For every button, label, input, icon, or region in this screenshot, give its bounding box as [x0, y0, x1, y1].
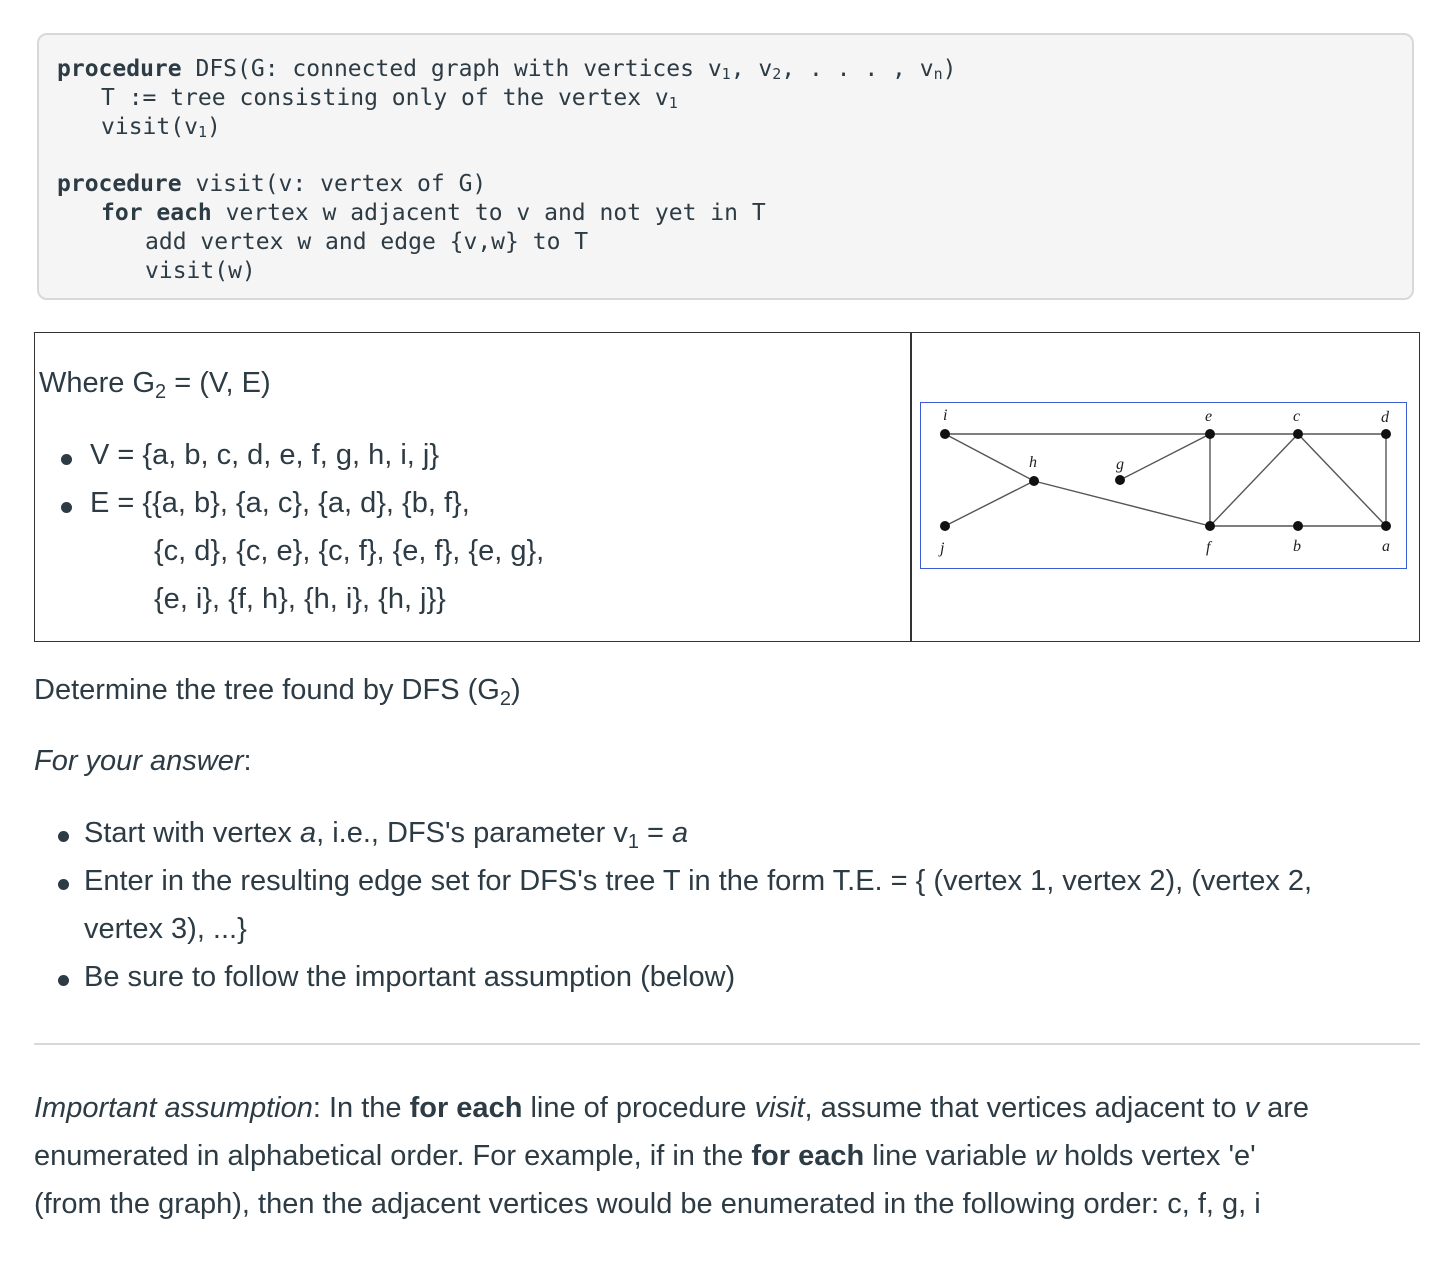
vertex-h	[1029, 476, 1039, 486]
graph-figure	[920, 402, 1407, 569]
for-each-line	[101, 199, 766, 227]
edge-set-line-3: {e, i}, {f, h}, {h, i}, {h, j}}	[154, 583, 446, 615]
bullet1-val: a	[672, 817, 689, 849]
vertex-g	[1115, 475, 1125, 485]
subscript: 1	[721, 65, 731, 83]
label-g: g	[1116, 456, 1124, 473]
colon: :	[243, 745, 252, 777]
horizontal-rule	[34, 1043, 1420, 1045]
label-h: h	[1029, 454, 1037, 471]
keyword: procedure	[57, 56, 182, 82]
assumption-label: Important assumption	[34, 1092, 313, 1124]
subscript: n	[933, 65, 943, 83]
assumption-italic: w	[1035, 1140, 1057, 1172]
visit-signature-line	[57, 170, 486, 198]
bullet	[61, 454, 72, 465]
assumption-text: enumerated in alphabetical order. For example, if in the	[34, 1140, 752, 1172]
edge-j-h	[945, 481, 1034, 526]
bullet1-prefix: Start with vertex	[84, 817, 300, 849]
visit-call-close: )	[206, 114, 221, 140]
instruction-assumption: Be sure to follow the important assumption (below)	[84, 961, 736, 993]
vertex-set: V = {a, b, c, d, e, f, g, h, i, j}	[90, 439, 440, 471]
assumption-text: line variable	[864, 1140, 1036, 1172]
vertex-e	[1205, 429, 1215, 439]
vertex-d	[1381, 429, 1391, 439]
instruction-edge-set-line-2: vertex 3), ...}	[84, 913, 247, 945]
visit-w-line: visit(w)	[145, 258, 256, 284]
assumption-line-3: (from the graph), then the adjacent vertices would be enumerated in the following order: c, f, g, i	[34, 1188, 1261, 1220]
subscript: 1	[197, 123, 207, 141]
bullet	[58, 975, 69, 986]
visit-signature: visit(v: vertex of G)	[181, 171, 487, 197]
subscript: 1	[668, 94, 678, 112]
bullet1-var: a	[299, 817, 317, 849]
assumption-italic: visit	[754, 1092, 805, 1124]
for-your-answer-label: For your answer	[34, 745, 244, 777]
assumption-line-2	[34, 1140, 1256, 1173]
edge-c-a	[1298, 434, 1386, 526]
assumption-line-1	[34, 1092, 1309, 1125]
vertex-j	[940, 521, 950, 531]
label-d: d	[1381, 409, 1389, 426]
keyword: for each	[101, 200, 212, 226]
for-your-answer	[34, 745, 252, 778]
dfs-signature: DFS(G: connected graph with vertices v	[181, 56, 722, 82]
bullet	[58, 879, 69, 890]
assumption-bold: for each	[751, 1140, 865, 1172]
vertex-c	[1293, 429, 1303, 439]
assumption-text: , assume that vertices adjacent to	[804, 1092, 1245, 1124]
subscript: 1	[627, 831, 639, 853]
edge-i-h	[945, 434, 1034, 481]
add-edge-line: add vertex w and edge {v,w} to T	[145, 229, 589, 255]
vertex-b	[1293, 521, 1303, 531]
bullet	[61, 502, 72, 513]
vertex-a	[1381, 521, 1391, 531]
graph-svg	[921, 403, 1408, 570]
edge-f-c	[1210, 434, 1298, 526]
edge-set-line-1: E = {{a, b}, {a, c}, {a, d}, {b, f},	[90, 487, 470, 519]
label-i: i	[943, 407, 948, 424]
tree-assign: T := tree consisting only of the vertex v	[101, 85, 669, 111]
dfs-signature-mid: , v	[730, 56, 773, 82]
bullet1-mid: , i.e., DFS's parameter v	[316, 817, 628, 849]
instruction-edge-set-line-1: Enter in the resulting edge set for DFS's tree T in the form T.E. = { (vertex 1, vertex 2), (vertex 2,	[84, 865, 1313, 897]
visit-call-line	[101, 113, 221, 146]
edge-g-e	[1120, 434, 1210, 480]
dfs-signature-close: )	[942, 56, 957, 82]
prompt-suffix: )	[510, 674, 521, 706]
bullet1-eq: =	[638, 817, 673, 849]
keyword: procedure	[57, 171, 182, 197]
subscript: 2	[772, 65, 782, 83]
vertex-f	[1205, 521, 1215, 531]
where-heading	[39, 367, 271, 404]
label-b: b	[1293, 538, 1301, 555]
subscript: 2	[155, 381, 167, 403]
dfs-signature-rest: , . . . , v	[781, 56, 934, 82]
label-j: j	[940, 540, 945, 557]
label-e: e	[1205, 408, 1213, 425]
where-prefix: Where G	[39, 367, 156, 399]
label-f: f	[1206, 539, 1211, 556]
label-c: c	[1293, 408, 1301, 425]
table-divider	[910, 333, 912, 641]
label-a: a	[1382, 538, 1390, 555]
edge-set-line-2: {c, d}, {c, e}, {c, f}, {e, f}, {e, g},	[154, 535, 545, 567]
for-each-rest: vertex w adjacent to v and not yet in T	[211, 200, 766, 226]
edge-h-f	[1034, 481, 1210, 526]
prompt-prefix: Determine the tree found by DFS (G	[34, 674, 500, 706]
subscript: 2	[499, 688, 511, 710]
question-prompt	[34, 674, 521, 711]
assumption-italic: v	[1244, 1092, 1260, 1124]
bullet	[58, 831, 69, 842]
assumption-text: line of procedure	[522, 1092, 755, 1124]
pseudocode-block	[37, 33, 1414, 300]
visit-call: visit(v	[101, 114, 198, 140]
assumption-bold: for each	[409, 1092, 523, 1124]
instruction-start-vertex	[84, 817, 688, 854]
vertex-i	[940, 429, 950, 439]
assumption-text: are	[1259, 1092, 1310, 1124]
assumption-text: : In the	[312, 1092, 410, 1124]
assumption-text: holds vertex 'e'	[1056, 1140, 1256, 1172]
where-suffix: = (V, E)	[166, 367, 271, 399]
